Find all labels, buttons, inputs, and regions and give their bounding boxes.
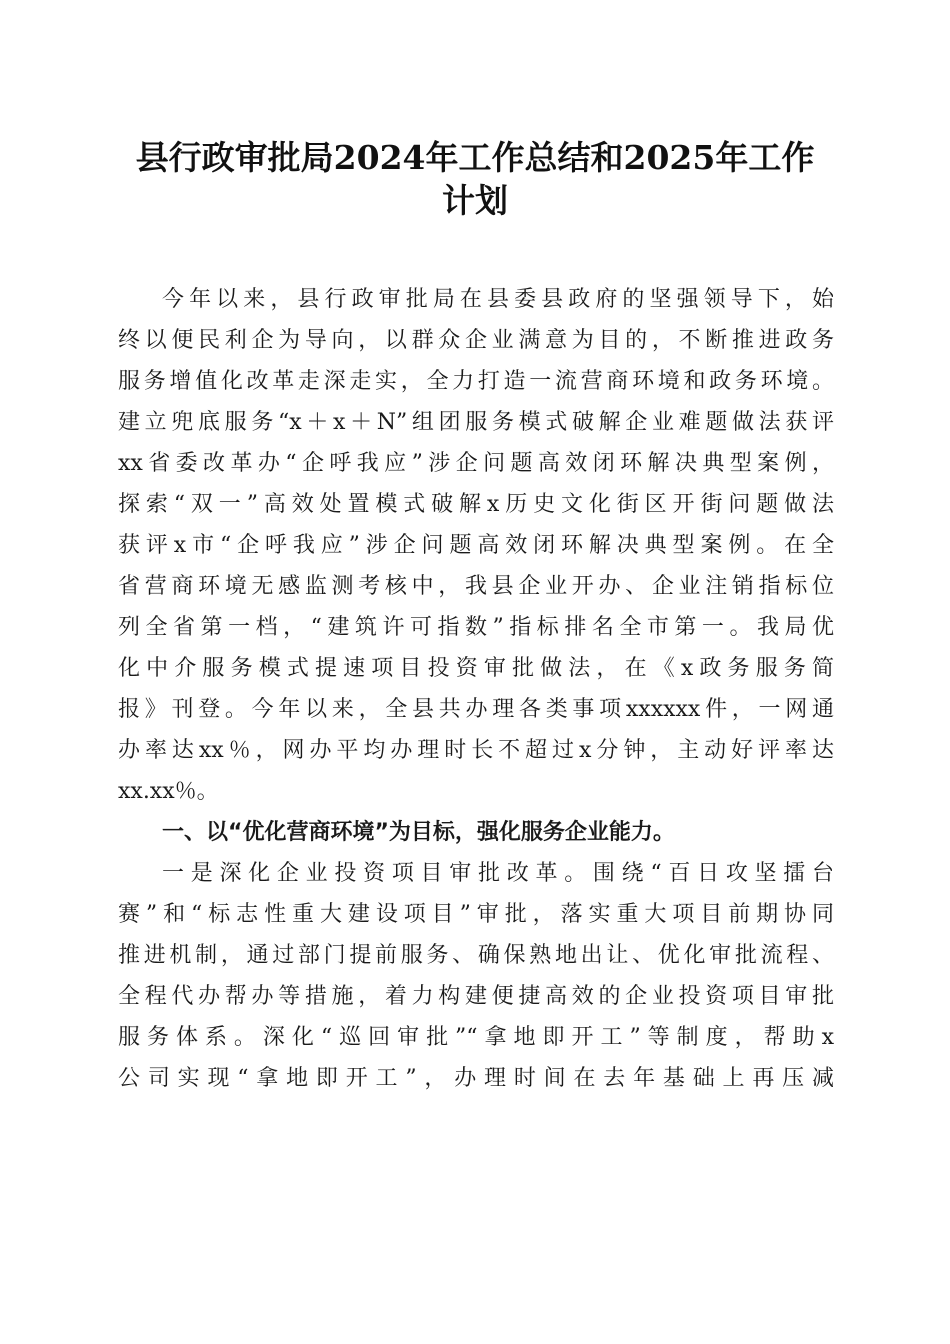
paragraph-1-line: 办率达xx％，网办平均办理时长不超过x分钟，主动好评率达: [118, 738, 834, 763]
document-title: [110, 136, 840, 222]
paragraph-1-line: 今年以来，县行政审批局在县委县政府的坚强领导下，始: [162, 287, 834, 312]
paragraph-2-line: 一是深化企业投资项目审批改革。围绕“百日攻坚擂台: [162, 861, 834, 886]
paragraph-1-line: 服务增值化改革走深走实，全力打造一流营商环境和政务环境。: [118, 369, 834, 394]
section-heading-1: 一、以“优化营商环境”为目标，强化服务企业能力。: [162, 820, 675, 845]
paragraph-1-line: xx.xx％。: [118, 779, 219, 804]
paragraph-1-line: 报》刊登。今年以来，全县共办理各类事项xxxxxx件，一网通: [118, 697, 834, 722]
paragraph-2-line: 公司实现“拿地即开工”，办理时间在去年基础上再压减: [118, 1066, 834, 1091]
title-line-1: 县行政审批局2024年工作总结和2025年工作: [135, 138, 815, 177]
paragraph-1-line: 化中介服务模式提速项目投资审批做法，在《x政务服务简: [118, 656, 834, 681]
paragraph-2-line: 推进机制，通过部门提前服务、确保熟地出让、优化审批流程、: [118, 943, 834, 968]
paragraph-2-line: 赛”和“标志性重大建设项目”审批，落实重大项目前期协同: [118, 902, 834, 927]
paragraph-1-line: 省营商环境无感监测考核中，我县企业开办、企业注销指标位: [118, 574, 834, 599]
paragraph-2-line: 服务体系。深化“巡回审批”“拿地即开工”等制度，帮助x: [118, 1025, 834, 1050]
paragraph-1-line: 列全省第一档，“建筑许可指数”指标排名全市第一。我局优: [118, 615, 834, 640]
paragraph-1-line: xx省委改革办“企呼我应”涉企问题高效闭环解决典型案例，: [118, 451, 834, 476]
title-line-2: 计划: [442, 181, 508, 220]
paragraph-2-line: 全程代办帮办等措施，着力构建便捷高效的企业投资项目审批: [118, 984, 834, 1009]
paragraph-1-line: 获评x市“企呼我应”涉企问题高效闭环解决典型案例。在全: [118, 533, 834, 558]
paragraph-1-line: 建立兜底服务“x＋x＋N”组团服务模式破解企业难题做法获评: [118, 410, 834, 435]
document-body: [118, 279, 834, 1099]
paragraph-1-line: 终以便民利企为导向，以群众企业满意为目的，不断推进政务: [118, 328, 834, 353]
paragraph-1-line: 探索“双一”高效处置模式破解x历史文化街区开街问题做法: [118, 492, 834, 517]
